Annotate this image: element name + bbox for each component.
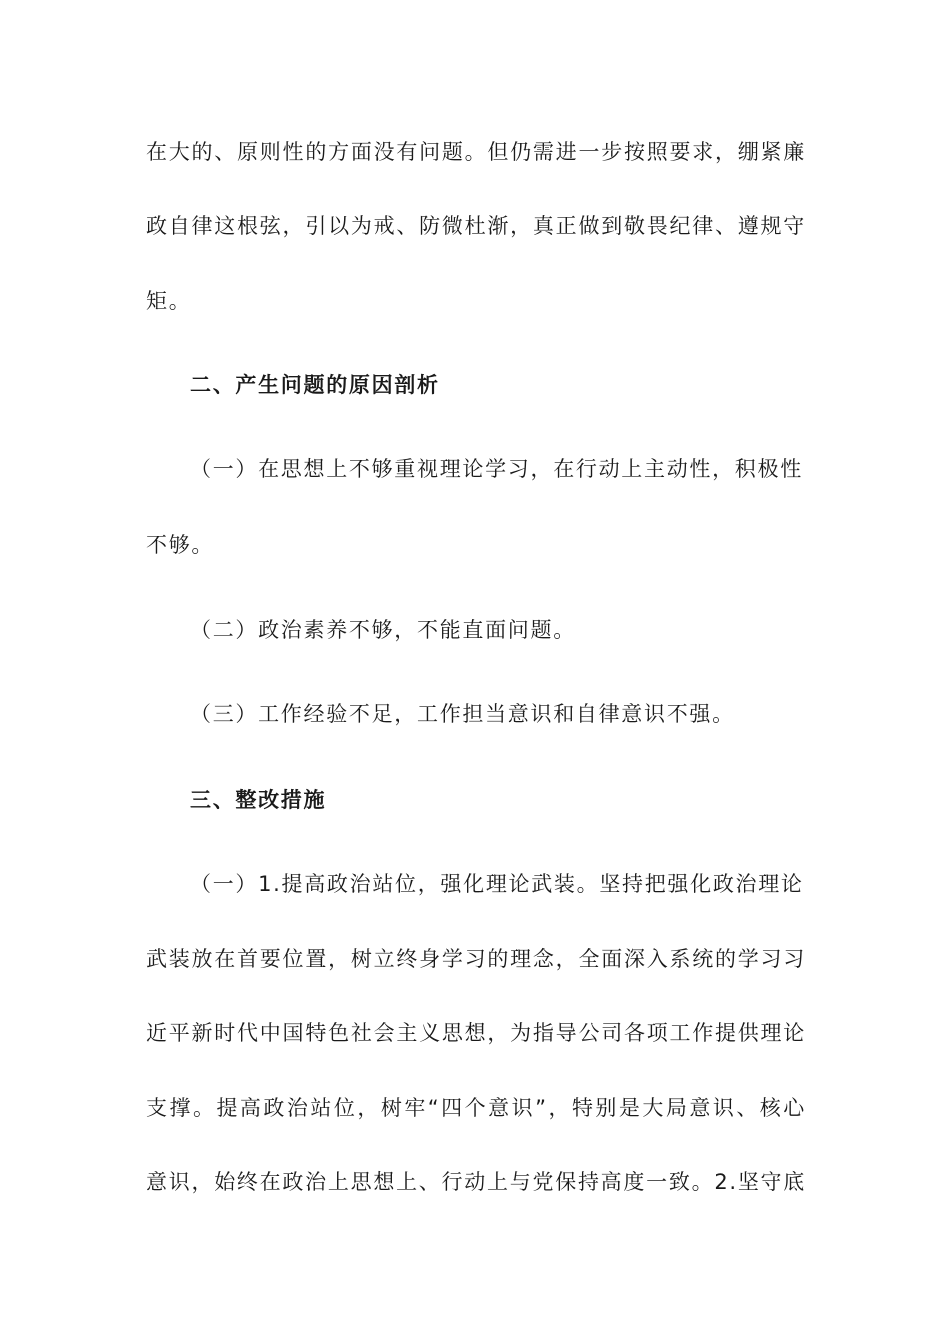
section-heading: 二、产生问题的原因剖析 [190, 373, 440, 397]
paragraph-line: 近平新时代中国特色社会主义思想，为指导公司各项工作提供理论 [146, 1021, 806, 1045]
paragraph-line: （一）在思想上不够重视理论学习，在行动上主动性，积极性 [190, 457, 803, 481]
paragraph-line: （二）政治素养不够，不能直面问题。 [190, 618, 576, 642]
paragraph-line: 支撑。提高政治站位，树牢“四个意识”，特别是大局意识、核心 [146, 1096, 806, 1120]
paragraph-line: 政自律这根弦，引以为戒、防微杜渐，真正做到敬畏纪律、遵规守 [146, 214, 806, 238]
paragraph-line: （一）1.提高政治站位，强化理论武装。坚持把强化政治理论 [190, 872, 804, 896]
paragraph-line: （三）工作经验不足，工作担当意识和自律意识不强。 [190, 702, 735, 726]
paragraph-line: 在大的、原则性的方面没有问题。但仍需进一步按照要求，绷紧廉 [146, 140, 806, 164]
section-heading: 三、整改措施 [190, 788, 327, 812]
paragraph-line: 武装放在首要位置，树立终身学习的理念，全面深入系统的学习习 [146, 947, 806, 971]
paragraph-line: 不够。 [146, 533, 215, 557]
paragraph-line: 矩。 [146, 289, 192, 313]
paragraph-line: 意识，始终在政治上思想上、行动上与党保持高度一致。2.坚守底 [146, 1170, 806, 1194]
